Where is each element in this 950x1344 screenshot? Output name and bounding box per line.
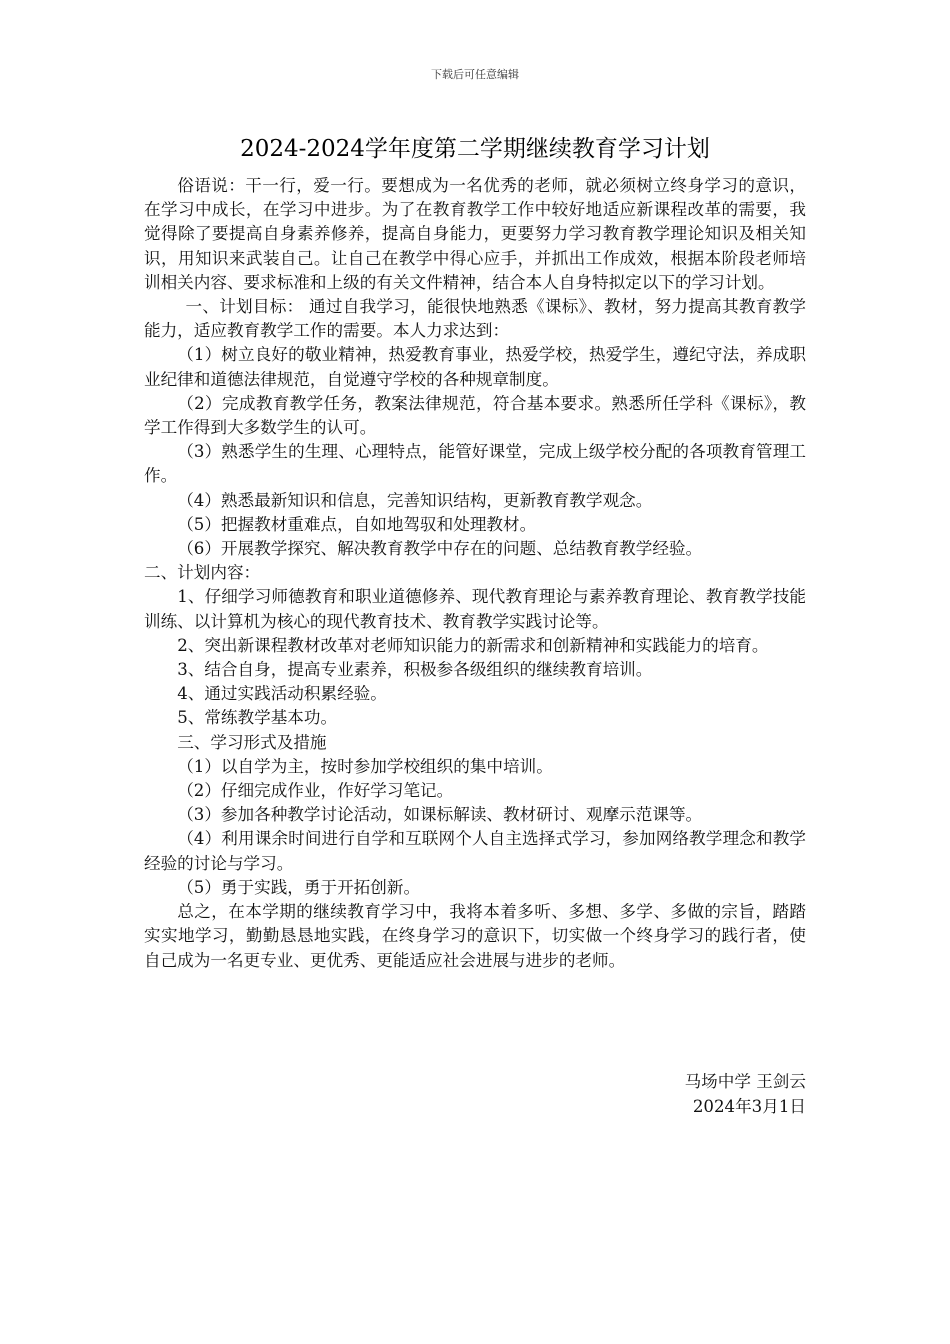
goal-item: （6）开展教学探究、解决教育教学中存在的问题、总结教育教学经验。 xyxy=(177,539,703,559)
page-title: 2024-2024学年度第二学期继续教育学习计划 xyxy=(240,136,710,162)
intro-paragraph: 俗语说：干一行，爱一行。要想成为一名优秀的老师，就必须树立终身学习的意识，在学习中成长，在学习中进步。为了在教育教学工作中较好地适应新课程改革的需要，我觉得除了要提高自身素养修养，提高自身能力，更要努力学习教育教学理论知识及相关知识，用知识来武装自己。让自己在教学中得心应手，并抓出工作成效，根据本阶段老师培训相关内容、要求标准和上级的有关文件精神，结合本人自身特拟定以下的学习计划。 xyxy=(144,176,806,292)
method-item: （1）以自学为主，按时参加学校组织的集中培训。 xyxy=(177,756,553,776)
section-heading-methods: 三、学习形式及措施 xyxy=(177,732,327,752)
content-item: 1、仔细学习师德教育和职业道德修养、现代教育理论与素养教育理论、教育教学技能训练、以计算机为核心的现代教育技术、教育教学实践讨论等。 xyxy=(144,587,806,631)
goal-item: （5）把握教材重难点，自如地驾驭和处理教材。 xyxy=(177,514,537,534)
conclusion-paragraph: 总之，在本学期的继续教育学习中，我将本着多听、多想、多学、多做的宗旨，踏踏实实地学习，勤勤恳恳地实践，在终身学习的意识下，切实做一个终身学习的践行者，使自己成为一名更专业、更优秀、更能适应社会进展与进步的老师。 xyxy=(144,902,806,970)
goal-item: （1）树立良好的敬业精神，热爱教育事业，热爱学校，热爱学生，遵纪守法，养成职业纪律和道德法律规范，自觉遵守学校的各种规章制度。 xyxy=(144,345,806,389)
document-body xyxy=(144,174,806,973)
method-item: （2）仔细完成作业，作好学习笔记。 xyxy=(177,781,454,801)
signature-date: 2024年3月1日 xyxy=(692,1097,806,1116)
goal-item: （2）完成教育教学任务，教案法律规范，符合基本要求。熟悉所任学科《课标》，教学工作得到大多数学生的认可。 xyxy=(144,393,806,438)
header-note: 下载后可任意编辑 xyxy=(431,68,519,81)
content-item: 3、结合自身，提高专业素养，积极参各级组织的继续教育培训。 xyxy=(177,660,653,680)
goal-item: （3）熟悉学生的生理、心理特点，能管好课堂，完成上级学校分配的各项教育管理工作。 xyxy=(144,442,806,486)
content-item: 4、通过实践活动积累经验。 xyxy=(177,684,387,704)
section-heading-goals: 一、计划目标： 通过自我学习，能很快地熟悉《课标》、教材，努力提高其教育教学能力，适应教育教学工作的需要。本人力求达到： xyxy=(144,297,806,341)
method-item: （4）利用课余时间进行自学和互联网个人自主选择式学习，参加网络教学理念和教学经验的讨论与学习。 xyxy=(144,829,806,873)
content-item: 5、常练教学基本功。 xyxy=(177,708,338,728)
method-item: （5）勇于实践，勇于开拓创新。 xyxy=(177,877,421,897)
section-heading-content: 二、计划内容： xyxy=(144,563,261,583)
signature-name: 马场中学 王剑云 xyxy=(684,1072,806,1091)
method-item: （3）参加各种教学讨论活动，如课标解读、教材研讨、观摩示范课等。 xyxy=(177,805,703,825)
goal-item: （4）熟悉最新知识和信息，完善知识结构，更新教育教学观念。 xyxy=(177,490,653,510)
content-item: 2、突出新课程教材改革对老师知识能力的新需求和创新精神和实践能力的培育。 xyxy=(177,635,769,655)
